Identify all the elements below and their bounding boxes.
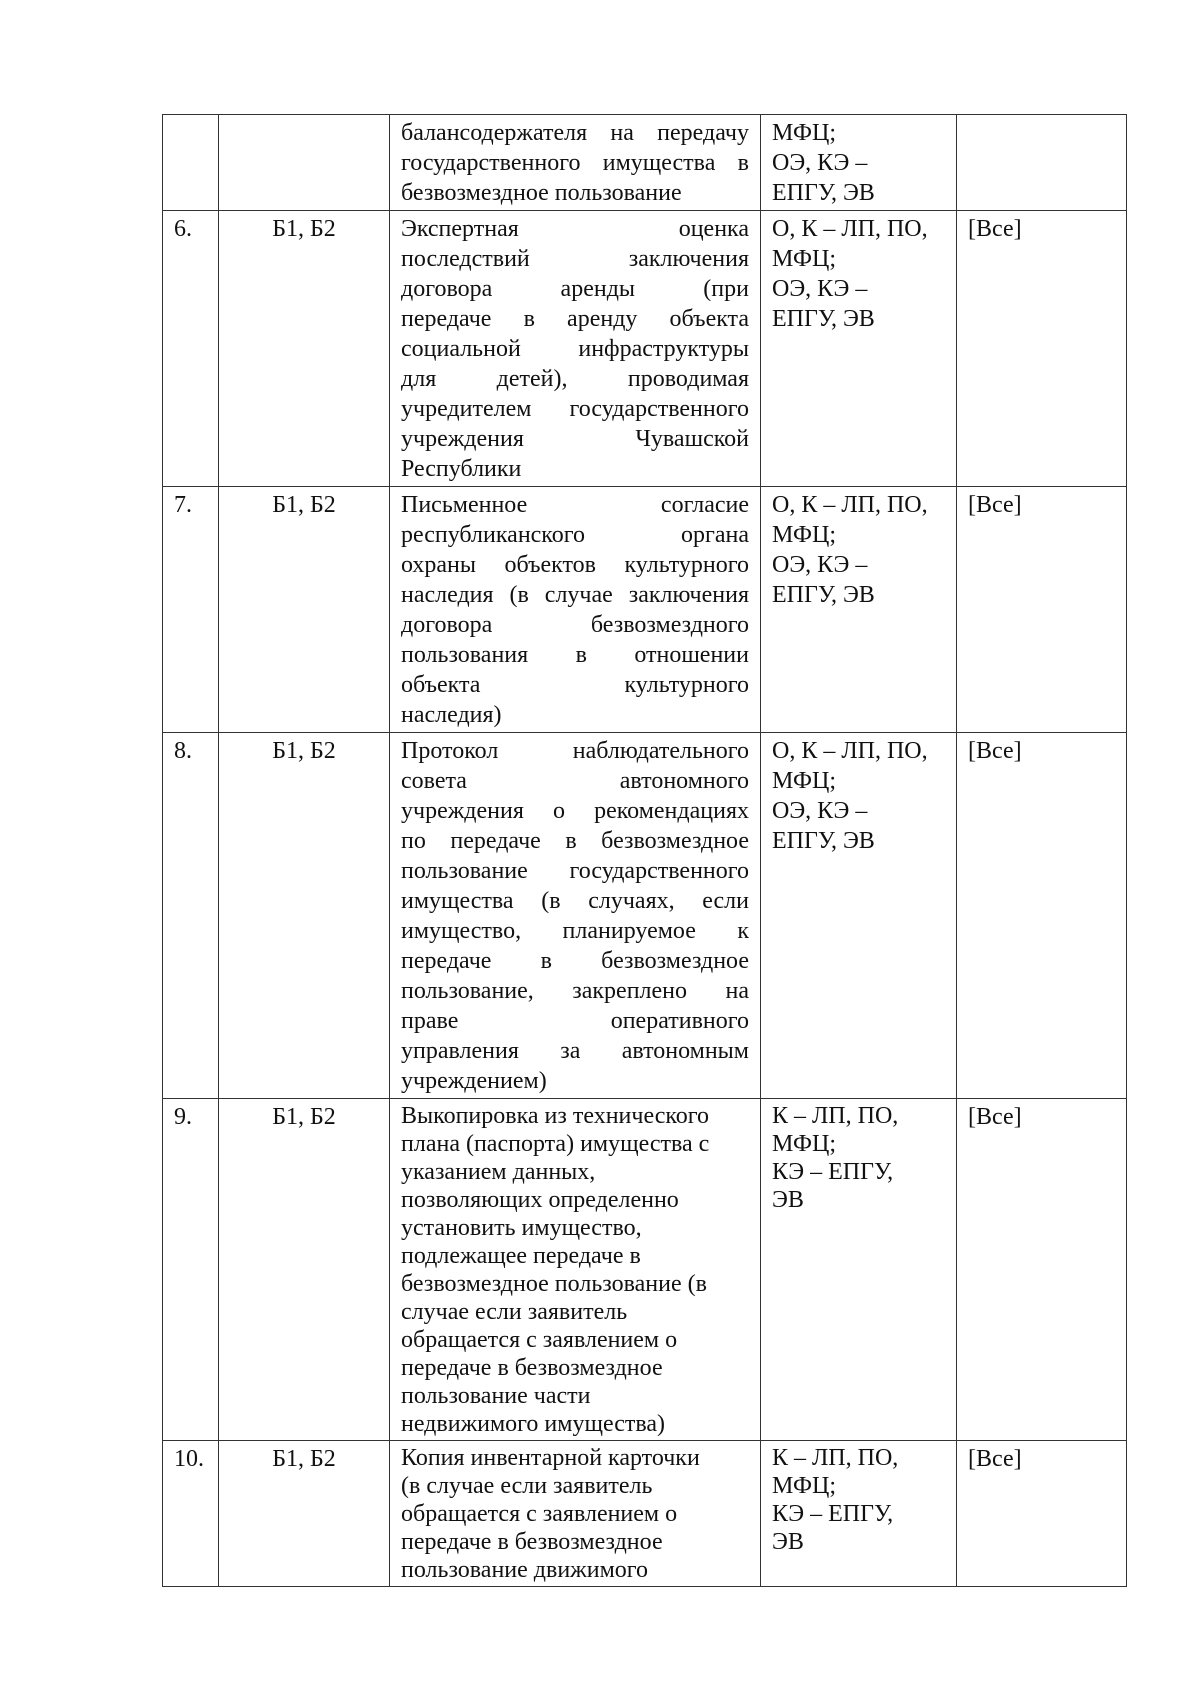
row-document-description xyxy=(390,115,761,211)
description-line: имущество, планируемое к xyxy=(401,918,749,944)
description-line: указанием данных, xyxy=(401,1159,596,1185)
row-applicant-category: [Все] xyxy=(957,1441,1127,1587)
description-line: пользование части xyxy=(401,1383,591,1409)
submission-method-line: К – ЛП, ПО, xyxy=(772,1103,899,1129)
description-line: пользование, закреплено на xyxy=(401,978,749,1004)
row-applicant-category: [Все] xyxy=(957,211,1127,487)
description-line: охраны объектов культурного xyxy=(401,552,749,578)
table-body xyxy=(163,115,1127,1587)
row-applicant-code: Б1, Б2 xyxy=(219,1099,390,1441)
description-line: совета автономного xyxy=(401,768,749,794)
submission-method-line: МФЦ; xyxy=(772,1131,836,1157)
row-document-description xyxy=(390,211,761,487)
row-applicant-category: [Все] xyxy=(957,733,1127,1099)
description-line: позволяющих определенно xyxy=(401,1187,679,1213)
submission-method-line: ОЭ, КЭ – xyxy=(772,552,868,578)
description-line: управления за автономным xyxy=(401,1038,749,1064)
description-line: балансодержателя на передачу xyxy=(401,120,749,146)
row-submission-method xyxy=(761,115,957,211)
description-line: имущества (в случаях, если xyxy=(401,888,749,914)
description-line: праве оперативного xyxy=(401,1008,749,1034)
submission-method-line: ЕПГУ, ЭВ xyxy=(772,828,875,854)
submission-method-line: О, К – ЛП, ПО, xyxy=(772,216,928,242)
row-submission-method xyxy=(761,487,957,733)
submission-method-line: МФЦ; xyxy=(772,522,836,548)
description-line: безвозмездное пользование (в xyxy=(401,1271,707,1297)
description-line: передаче в безвозмездное xyxy=(401,1355,663,1381)
description-line: социальной инфраструктуры xyxy=(401,336,749,362)
description-line: объекта культурного xyxy=(401,672,749,698)
row-number: 6. xyxy=(163,211,219,487)
table-row xyxy=(163,487,1127,733)
description-line: по передаче в безвозмездное xyxy=(401,828,749,854)
description-line: Копия инвентарной карточки xyxy=(401,1445,700,1471)
row-applicant-code: Б1, Б2 xyxy=(219,211,390,487)
table-row xyxy=(163,1099,1127,1441)
description-line: обращается с заявлением о xyxy=(401,1327,678,1353)
row-applicant-code: Б1, Б2 xyxy=(219,1441,390,1587)
description-line: пользование государственного xyxy=(401,858,749,884)
row-applicant-code: Б1, Б2 xyxy=(219,733,390,1099)
submission-method-line: К – ЛП, ПО, xyxy=(772,1445,899,1471)
row-document-description xyxy=(390,487,761,733)
documents-table xyxy=(162,114,1127,1587)
row-number: 7. xyxy=(163,487,219,733)
submission-method-line: ЕПГУ, ЭВ xyxy=(772,582,875,608)
row-submission-method xyxy=(761,1441,957,1587)
description-line: обращается с заявлением о xyxy=(401,1501,678,1527)
row-document-description xyxy=(390,1099,761,1441)
description-line: Экспертная оценка xyxy=(401,216,749,242)
description-line: наследия) xyxy=(401,702,502,728)
row-number: 10. xyxy=(163,1441,219,1587)
description-line: пользование движимого xyxy=(401,1557,649,1583)
table-row xyxy=(163,733,1127,1099)
description-line: (в случае если заявитель xyxy=(401,1473,653,1499)
description-line: учреждения Чувашской xyxy=(401,426,749,452)
row-applicant-category: [Все] xyxy=(957,1099,1127,1441)
description-line: плана (паспорта) имущества с xyxy=(401,1131,710,1157)
description-line: Выкопировка из технического xyxy=(401,1103,710,1129)
submission-method-line: МФЦ; xyxy=(772,1473,836,1499)
submission-method-line: ОЭ, КЭ – xyxy=(772,798,868,824)
description-line: безвозмездное пользование xyxy=(401,180,682,206)
description-line: подлежащее передаче в xyxy=(401,1243,641,1269)
row-document-description xyxy=(390,733,761,1099)
submission-method-line: МФЦ; xyxy=(772,768,836,794)
description-line: случае если заявитель xyxy=(401,1299,628,1325)
submission-method-line: О, К – ЛП, ПО, xyxy=(772,738,928,764)
row-submission-method xyxy=(761,733,957,1099)
submission-method-line: КЭ – ЕПГУ, xyxy=(772,1159,894,1185)
description-line: установить имущество, xyxy=(401,1215,642,1241)
description-line: Письменное согласие xyxy=(401,492,749,518)
row-applicant-code: Б1, Б2 xyxy=(219,487,390,733)
row-number: 9. xyxy=(163,1099,219,1441)
row-applicant-category: [Все] xyxy=(957,487,1127,733)
description-line: наследия (в случае заключения xyxy=(401,582,749,608)
description-line: учреждением) xyxy=(401,1068,547,1094)
submission-method-line: ЭВ xyxy=(772,1187,804,1213)
submission-method-line: О, К – ЛП, ПО, xyxy=(772,492,928,518)
row-number xyxy=(163,115,219,211)
submission-method-line: КЭ – ЕПГУ, xyxy=(772,1501,894,1527)
submission-method-line: МФЦ; xyxy=(772,246,836,272)
description-line: Протокол наблюдательного xyxy=(401,738,749,764)
description-line: передаче в безвозмездное xyxy=(401,1529,663,1555)
submission-method-line: МФЦ; xyxy=(772,120,836,146)
description-line: республиканского органа xyxy=(401,522,749,548)
submission-method-line: ОЭ, КЭ – xyxy=(772,276,868,302)
row-applicant-category xyxy=(957,115,1127,211)
description-line: учредителем государственного xyxy=(401,396,749,422)
submission-method-line: ОЭ, КЭ – xyxy=(772,150,868,176)
table-row xyxy=(163,115,1127,211)
row-submission-method xyxy=(761,1099,957,1441)
description-line: договора аренды (при xyxy=(401,276,749,302)
description-line: последствий заключения xyxy=(401,246,749,272)
row-applicant-code xyxy=(219,115,390,211)
submission-method-line: ЕПГУ, ЭВ xyxy=(772,306,875,332)
description-line: для детей), проводимая xyxy=(401,366,749,392)
row-document-description xyxy=(390,1441,761,1587)
description-line: учреждения о рекомендациях xyxy=(401,798,749,824)
table-row xyxy=(163,211,1127,487)
table-row xyxy=(163,1441,1127,1587)
description-line: передаче в безвозмездное xyxy=(401,948,749,974)
description-line: передаче в аренду объекта xyxy=(401,306,749,332)
row-submission-method xyxy=(761,211,957,487)
description-line: пользования в отношении xyxy=(401,642,749,668)
description-line: государственного имущества в xyxy=(401,150,749,176)
row-number: 8. xyxy=(163,733,219,1099)
description-line: Республики xyxy=(401,456,522,482)
description-line: договора безвозмездного xyxy=(401,612,749,638)
submission-method-line: ЕПГУ, ЭВ xyxy=(772,180,875,206)
submission-method-line: ЭВ xyxy=(772,1529,804,1555)
description-line: недвижимого имущества) xyxy=(401,1411,665,1437)
